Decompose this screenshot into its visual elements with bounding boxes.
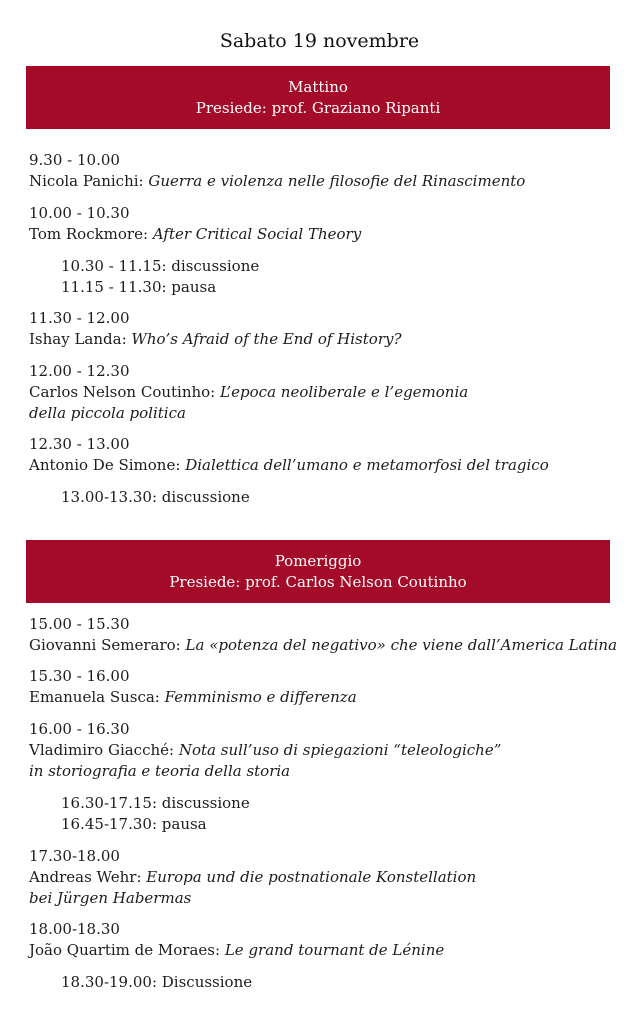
break-line: 18.30-19.00: Discussione [61, 973, 253, 991]
session-label: Pomeriggio [274, 552, 362, 570]
talk-speaker: Andreas Wehr: [29, 868, 142, 886]
talk-title: Dialettica dell’umano e metamorfosi del tragico [185, 456, 549, 474]
talk-title: Europa und die postnationale Konstellation [146, 868, 477, 886]
talk-time: 15.30 - 16.00 [29, 667, 130, 685]
talk-speaker: Giovanni Semeraro: [29, 636, 181, 654]
talk-time: 12.30 - 13.00 [29, 435, 130, 453]
talk-line [29, 455, 549, 476]
talk-speaker: Nicola Panichi: [29, 172, 144, 190]
talk-speaker: Vladimiro Giacché: [29, 741, 175, 759]
talk-time: 17.30-18.00 [29, 847, 120, 865]
talk-line [29, 635, 617, 656]
talk-title-continued: in storiografia e teoria della storia [29, 762, 291, 780]
break-line: 16.30-17.15: discussione [61, 794, 250, 812]
talk-speaker: Tom Rockmore: [29, 225, 149, 243]
talk-line [29, 740, 501, 761]
talk-line [29, 867, 476, 888]
talk-time: 11.30 - 12.00 [29, 309, 130, 327]
talk-time: 12.00 - 12.30 [29, 362, 130, 380]
break-line: 16.45-17.30: pausa [61, 815, 207, 833]
session-chair: Presiede: prof. Carlos Nelson Coutinho [169, 573, 467, 591]
talk-title: L’epoca neoliberale e l’egemonia [220, 383, 469, 401]
talk-title: Guerra e violenza nelle filosofie del Rinascimento [148, 172, 526, 190]
talk-time: 10.00 - 10.30 [29, 204, 130, 222]
talk-speaker: Ishay Landa: [29, 330, 127, 348]
talk-title-continued: bei Jürgen Habermas [29, 889, 192, 907]
talk-time: 9.30 - 10.00 [29, 151, 120, 169]
talk-line [29, 687, 357, 708]
talk-speaker: João Quartim de Moraes: [29, 941, 221, 959]
break-line: 10.30 - 11.15: discussione [61, 257, 260, 275]
talk-title: Who’s Afraid of the End of History? [131, 330, 402, 348]
talk-time: 16.00 - 16.30 [29, 720, 130, 738]
talk-title: Nota sull’uso di spiegazioni “teleologiche” [178, 741, 502, 759]
morning-session-header [26, 66, 610, 129]
talk-line [29, 940, 444, 961]
talk-line [29, 382, 468, 403]
talk-title: La «potenza del negativo» che viene dall’America Latina [185, 636, 618, 654]
talk-speaker: Emanuela Susca: [29, 688, 160, 706]
talk-line [29, 329, 402, 350]
afternoon-session-header [26, 540, 610, 603]
talk-line [29, 171, 525, 192]
page-title: Sabato 19 novembre [219, 30, 420, 52]
talk-line [29, 224, 361, 245]
talk-speaker: Carlos Nelson Coutinho: [29, 383, 216, 401]
session-label: Mattino [288, 78, 348, 96]
talk-title: Femminismo e differenza [164, 688, 357, 706]
break-line: 11.15 - 11.30: pausa [61, 278, 217, 296]
talk-title-continued: della piccola politica [29, 404, 186, 422]
talk-time: 15.00 - 15.30 [29, 615, 130, 633]
session-chair: Presiede: prof. Graziano Ripanti [195, 99, 441, 117]
talk-time: 18.00-18.30 [29, 920, 120, 938]
break-line: 13.00-13.30: discussione [61, 488, 250, 506]
talk-title: Le grand tournant de Lénine [224, 941, 445, 959]
talk-title: After Critical Social Theory [152, 225, 362, 243]
talk-speaker: Antonio De Simone: [29, 456, 181, 474]
